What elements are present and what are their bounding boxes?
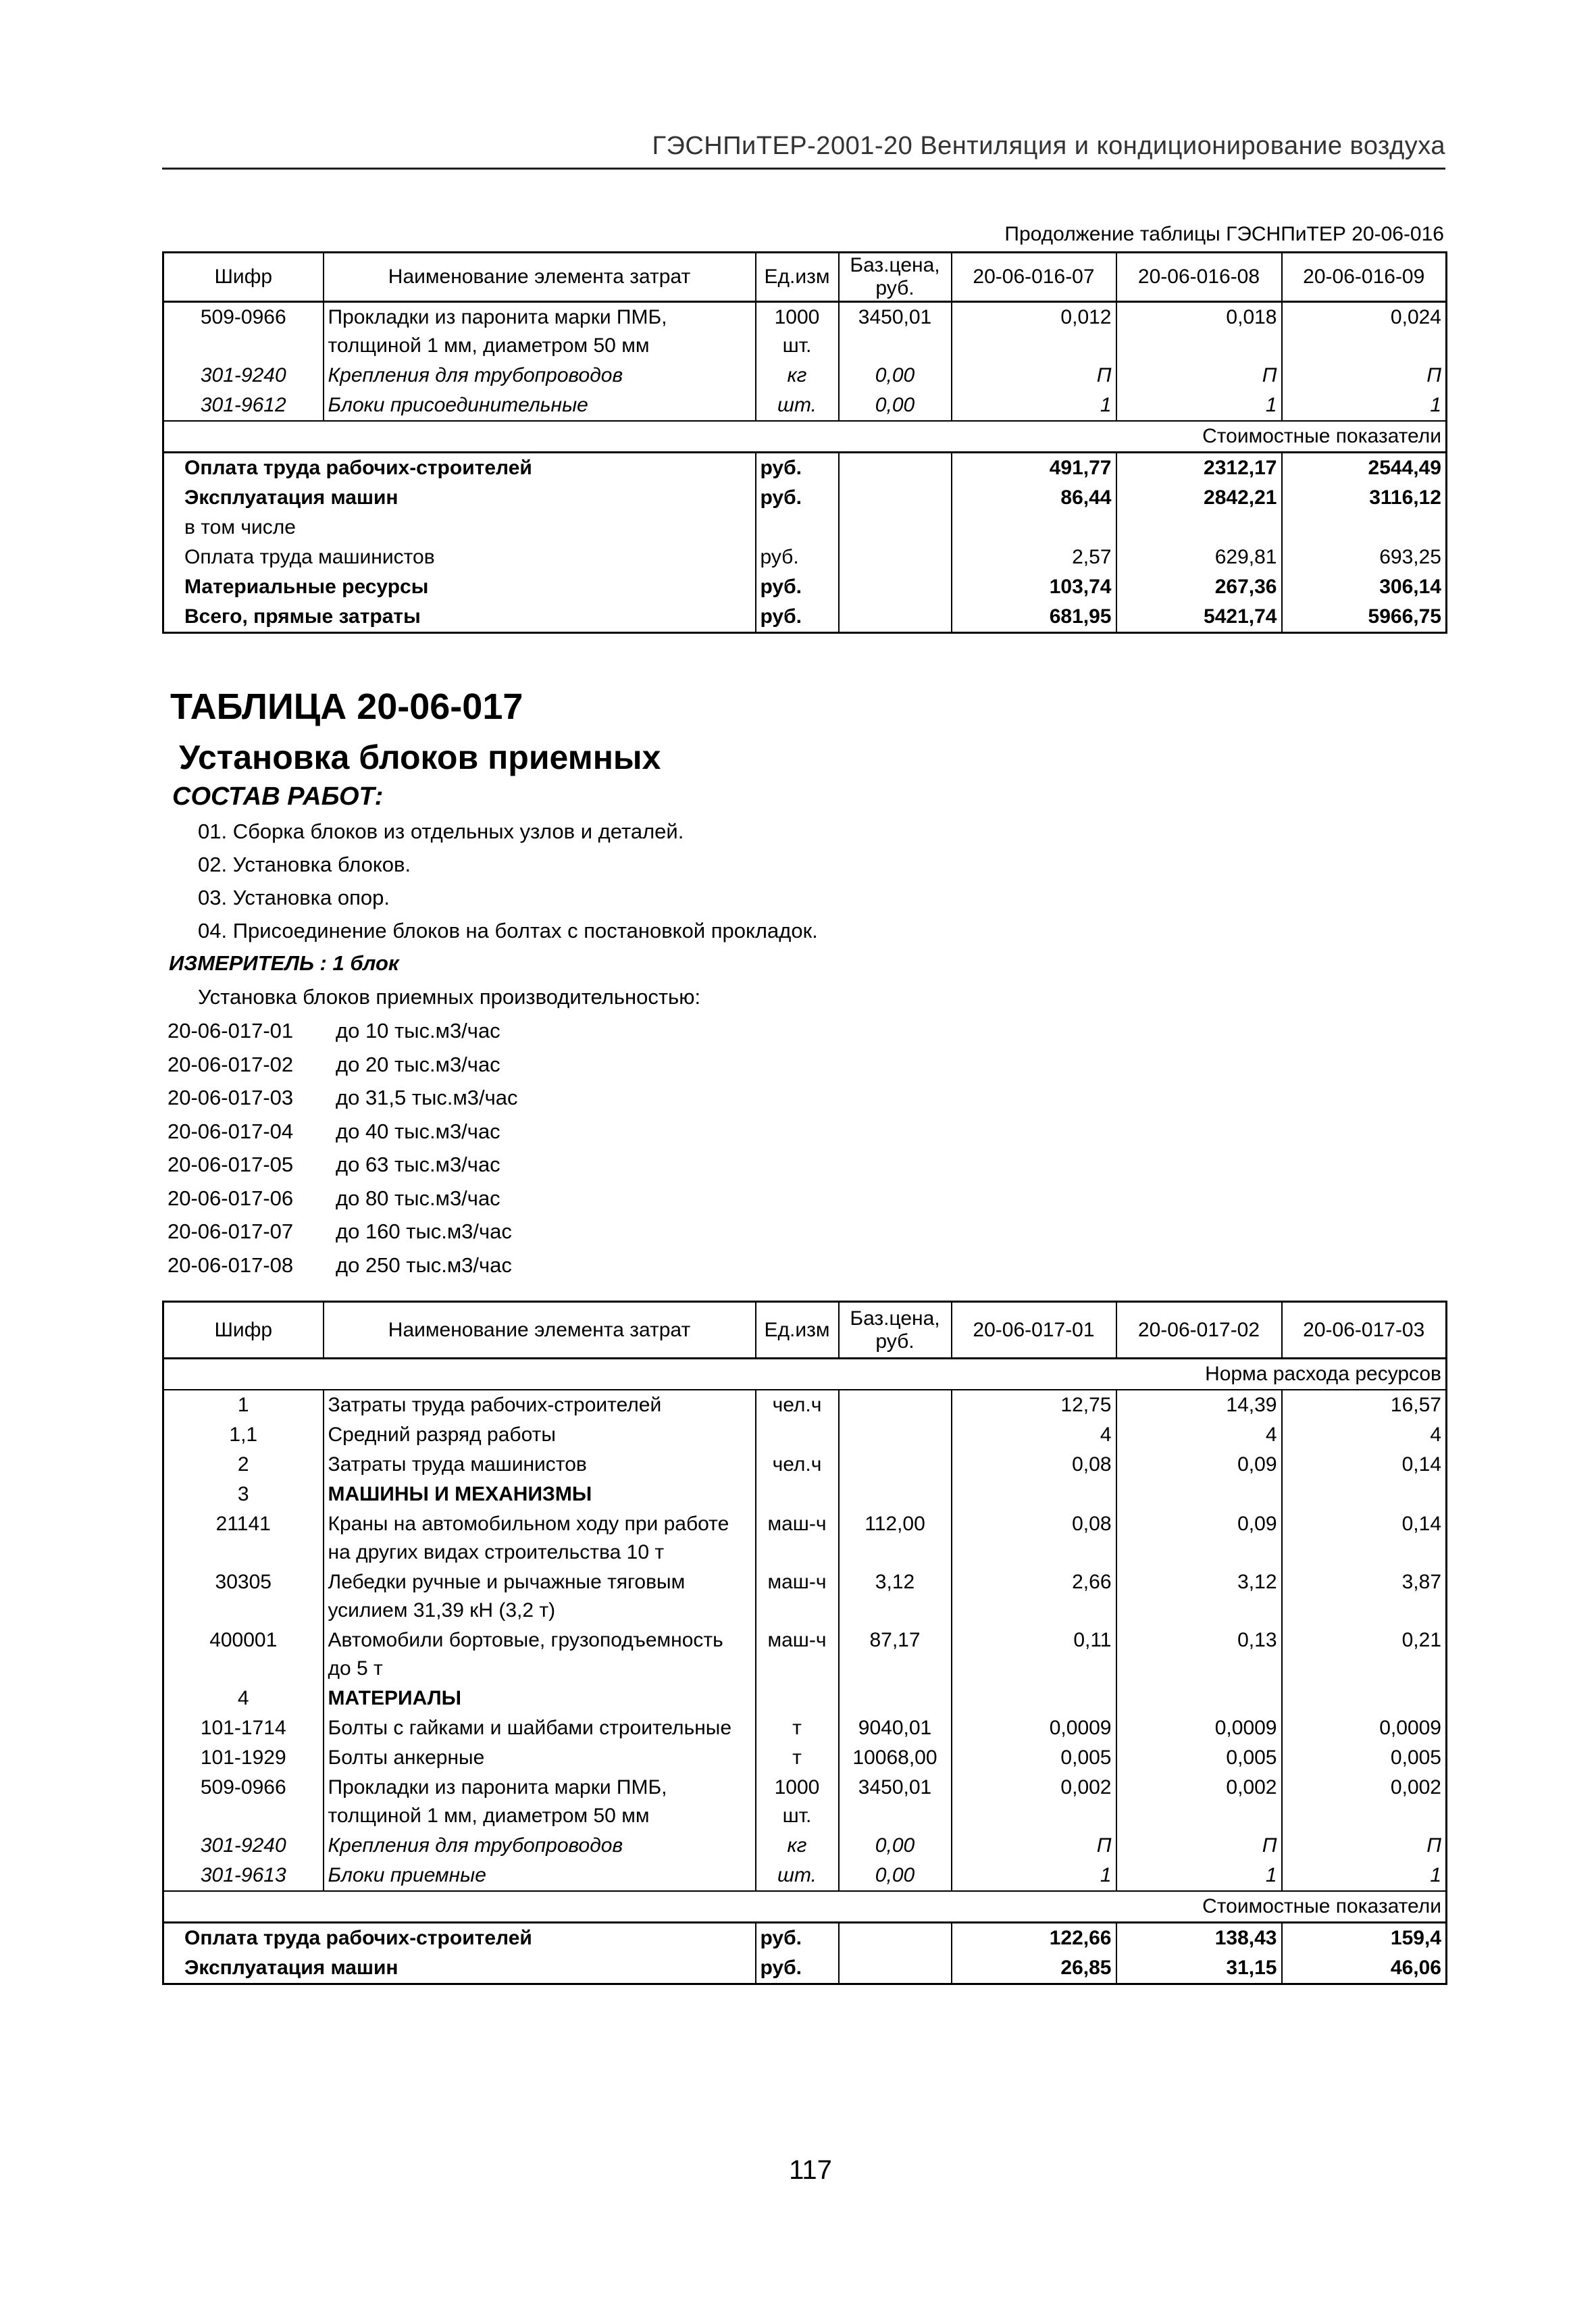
item-code: 20-06-017-01: [168, 1019, 294, 1042]
item-capacity: до 20 тыс.м3/час: [336, 1052, 500, 1076]
value-cell: 0,0009: [1116, 1713, 1282, 1743]
code-cell: 4: [163, 1684, 324, 1713]
name-cell: Автомобили бортовые, грузоподъемность до 5 т: [324, 1626, 756, 1684]
price-cell: [839, 1480, 952, 1509]
code-cell: 101-1714: [163, 1713, 324, 1743]
value-cell: П: [1282, 1831, 1447, 1861]
price-cell: [839, 1953, 952, 1984]
price-cell: [839, 483, 952, 513]
price-cell: [839, 453, 952, 484]
unit-cell: руб.: [756, 543, 839, 572]
work-item: 04. Присоединение блоков на болтах с постановкой прокладок.: [198, 919, 818, 942]
value-cell: 681,95: [952, 602, 1116, 633]
value-cell: [1282, 1684, 1447, 1713]
name-cell: МАТЕРИАЛЫ: [324, 1684, 756, 1713]
value-cell: 138,43: [1116, 1923, 1282, 1954]
unit-cell: [756, 1480, 839, 1509]
unit-cell: кг: [756, 1831, 839, 1861]
code-cell: 1,1: [163, 1420, 324, 1450]
item-code: 20-06-017-06: [168, 1186, 294, 1210]
value-cell: 306,14: [1282, 572, 1447, 602]
price-cell: 87,17: [839, 1626, 952, 1684]
value-cell: 122,66: [952, 1923, 1116, 1954]
work-composition-label: СОСТАВ РАБОТ:: [172, 782, 384, 811]
unit-cell: маш-ч: [756, 1509, 839, 1567]
table-subtitle: Установка блоков приемных: [179, 738, 661, 776]
price-cell: 112,00: [839, 1509, 952, 1567]
value-cell: [952, 1480, 1116, 1509]
value-cell: 0,002: [952, 1773, 1116, 1831]
value-cell: 0,21: [1282, 1626, 1447, 1684]
cost-caption: Стоимостные показатели: [163, 1891, 1447, 1923]
value-cell: 2,57: [952, 543, 1116, 572]
table-row: [163, 1567, 1447, 1626]
value-cell: 86,44: [952, 483, 1116, 513]
work-item: 01. Сборка блоков из отдельных узлов и деталей.: [198, 820, 684, 843]
value-cell: 31,15: [1116, 1953, 1282, 1984]
cost-name-cell: Эксплуатация машин: [163, 483, 756, 513]
table-row: [163, 1831, 1447, 1861]
price-cell: [839, 1420, 952, 1450]
value-cell: 4: [952, 1420, 1116, 1450]
value-cell: 0,08: [952, 1509, 1116, 1567]
name-cell: Блоки приемные: [324, 1861, 756, 1891]
table-row: [163, 1626, 1447, 1684]
unit-cell: т: [756, 1713, 839, 1743]
unit-cell: шт.: [756, 391, 839, 421]
price-cell: 9040,01: [839, 1713, 952, 1743]
price-cell: 0,00: [839, 1831, 952, 1861]
col-header: 20-06-017-02: [1116, 1302, 1282, 1359]
price-cell: 3,12: [839, 1567, 952, 1626]
value-cell: 0,002: [1116, 1773, 1282, 1831]
table-row: [163, 1450, 1447, 1480]
value-cell: 2,66: [952, 1567, 1116, 1626]
item-code: 20-06-017-02: [168, 1052, 294, 1076]
item-capacity: до 40 тыс.м3/час: [336, 1119, 500, 1143]
cost-row: [163, 572, 1447, 602]
name-cell: Затраты труда машинистов: [324, 1450, 756, 1480]
price-cell: [839, 1684, 952, 1713]
page-number: 117: [789, 2155, 832, 2185]
cost-row: [163, 1923, 1447, 1954]
unit-cell: руб.: [756, 602, 839, 633]
item-code: 20-06-017-07: [168, 1219, 294, 1243]
value-cell: 0,005: [1116, 1743, 1282, 1773]
col-header: Шифр: [163, 1302, 324, 1359]
unit-cell: кг: [756, 361, 839, 391]
value-cell: 26,85: [952, 1953, 1116, 1984]
value-cell: 0,024: [1282, 302, 1447, 361]
name-cell: Лебедки ручные и рычажные тяговым усилием 31,39 кН (3,2 т): [324, 1567, 756, 1626]
unit-cell: 1000 шт.: [756, 1773, 839, 1831]
table-20-06-017: [162, 1301, 1447, 1985]
value-cell: 0,13: [1116, 1626, 1282, 1684]
item-code: 20-06-017-03: [168, 1086, 294, 1109]
table-row: [163, 1713, 1447, 1743]
name-cell: Прокладки из паронита марки ПМБ, толщиной 1 мм, диаметром 50 мм: [324, 302, 756, 361]
value-cell: 491,77: [952, 453, 1116, 484]
item-capacity: до 250 тыс.м3/час: [336, 1253, 512, 1277]
cost-name-cell: Эксплуатация машин: [163, 1953, 756, 1984]
col-header: 20-06-017-03: [1282, 1302, 1447, 1359]
continuation-caption: Продолжение таблицы ГЭСНПиТЕР 20-06-016: [1004, 223, 1444, 245]
value-cell: 0,0009: [952, 1713, 1116, 1743]
col-header: Наименование элемента затрат: [324, 253, 756, 302]
cost-row: [163, 543, 1447, 572]
value-cell: 5966,75: [1282, 602, 1447, 633]
value-cell: 0,09: [1116, 1509, 1282, 1567]
name-cell: Крепления для трубопроводов: [324, 361, 756, 391]
name-cell: Крепления для трубопроводов: [324, 1831, 756, 1861]
code-cell: 30305: [163, 1567, 324, 1626]
code-cell: 301-9240: [163, 361, 324, 391]
table-title: ТАБЛИЦА 20-06-017: [170, 686, 523, 727]
work-item: 02. Установка блоков.: [198, 853, 411, 876]
value-cell: 3116,12: [1282, 483, 1447, 513]
cost-row: [163, 453, 1447, 484]
price-cell: [839, 1450, 952, 1480]
table-20-06-016-continued: [162, 251, 1447, 634]
value-cell: 103,74: [952, 572, 1116, 602]
cost-row: [163, 513, 1447, 543]
name-cell: Затраты труда рабочих-строителей: [324, 1390, 756, 1420]
value-cell: [952, 1684, 1116, 1713]
code-cell: 1: [163, 1390, 324, 1420]
cost-row: [163, 483, 1447, 513]
header-rule: [162, 168, 1445, 170]
price-cell: 0,00: [839, 391, 952, 421]
norm-caption: Норма расхода ресурсов: [163, 1359, 1447, 1390]
value-cell: 3,87: [1282, 1567, 1447, 1626]
value-cell: 0,012: [952, 302, 1116, 361]
name-cell: Краны на автомобильном ходу при работе на других видах строительства 10 т: [324, 1509, 756, 1567]
col-header: Баз.цена, руб.: [839, 253, 952, 302]
unit-cell: 1000 шт.: [756, 302, 839, 361]
item-code: 20-06-017-05: [168, 1153, 294, 1176]
value-cell: 1: [1282, 391, 1447, 421]
table-row: [163, 1390, 1447, 1420]
unit-cell: [756, 1420, 839, 1450]
cost-name-cell: Материальные ресурсы: [163, 572, 756, 602]
item-code: 20-06-017-08: [168, 1253, 294, 1277]
name-cell: Болты с гайками и шайбами строительные: [324, 1713, 756, 1743]
table-row: [163, 1509, 1447, 1567]
col-header: 20-06-016-08: [1116, 253, 1282, 302]
price-cell: 3450,01: [839, 1773, 952, 1831]
value-cell: 0,005: [1282, 1743, 1447, 1773]
unit-cell: [756, 1684, 839, 1713]
name-cell: МАШИНЫ И МЕХАНИЗМЫ: [324, 1480, 756, 1509]
norm-caption-row: [163, 1359, 1447, 1390]
cost-name-cell: Оплата труда рабочих-строителей: [163, 1923, 756, 1954]
price-cell: [839, 1390, 952, 1420]
value-cell: П: [1116, 1831, 1282, 1861]
price-cell: [839, 513, 952, 543]
productivity-intro: Установка блоков приемных производительностью:: [198, 985, 701, 1009]
col-header: Ед.изм: [756, 253, 839, 302]
value-cell: 12,75: [952, 1390, 1116, 1420]
value-cell: [1282, 1480, 1447, 1509]
col-header: 20-06-016-09: [1282, 253, 1447, 302]
work-item: 03. Установка опор.: [198, 886, 390, 909]
name-cell: Средний разряд работы: [324, 1420, 756, 1450]
price-cell: 0,00: [839, 361, 952, 391]
code-cell: 101-1929: [163, 1743, 324, 1773]
value-cell: 2312,17: [1116, 453, 1282, 484]
value-cell: 0,005: [952, 1743, 1116, 1773]
value-cell: 0,08: [952, 1450, 1116, 1480]
value-cell: 1: [1282, 1861, 1447, 1891]
table-row: [163, 391, 1447, 421]
value-cell: 3,12: [1116, 1567, 1282, 1626]
value-cell: 159,4: [1282, 1923, 1447, 1954]
code-cell: 509-0966: [163, 1773, 324, 1831]
value-cell: 0,09: [1116, 1450, 1282, 1480]
unit-cell: т: [756, 1743, 839, 1773]
value-cell: 4: [1282, 1420, 1447, 1450]
value-cell: 629,81: [1116, 543, 1282, 572]
code-cell: 301-9240: [163, 1831, 324, 1861]
unit-cell: руб.: [756, 453, 839, 484]
value-cell: [1116, 1684, 1282, 1713]
value-cell: 46,06: [1282, 1953, 1447, 1984]
value-cell: [1282, 513, 1447, 543]
value-cell: 0,0009: [1282, 1713, 1447, 1743]
value-cell: 4: [1116, 1420, 1282, 1450]
value-cell: 1: [1116, 1861, 1282, 1891]
value-cell: 267,36: [1116, 572, 1282, 602]
item-capacity: до 63 тыс.м3/час: [336, 1153, 500, 1176]
unit-cell: руб.: [756, 572, 839, 602]
table-row: [163, 1480, 1447, 1509]
cost-row: [163, 1953, 1447, 1984]
running-header: ГЭСНПиТЕР-2001-20 Вентиляция и кондиционирование воздуха: [652, 132, 1445, 160]
value-cell: 0,14: [1282, 1509, 1447, 1567]
value-cell: 0,11: [952, 1626, 1116, 1684]
unit-cell: шт.: [756, 1861, 839, 1891]
value-cell: 0,002: [1282, 1773, 1447, 1831]
value-cell: 16,57: [1282, 1390, 1447, 1420]
cost-name-cell: Всего, прямые затраты: [163, 602, 756, 633]
code-cell: 301-9613: [163, 1861, 324, 1891]
value-cell: 693,25: [1282, 543, 1447, 572]
table-row: [163, 1743, 1447, 1773]
name-cell: Блоки присоединительные: [324, 391, 756, 421]
name-cell: Болты анкерные: [324, 1743, 756, 1773]
code-cell: 3: [163, 1480, 324, 1509]
item-capacity: до 10 тыс.м3/час: [336, 1019, 500, 1042]
unit-cell: руб.: [756, 1953, 839, 1984]
unit-cell: руб.: [756, 483, 839, 513]
cost-name-cell: в том числе: [163, 513, 756, 543]
value-cell: 2544,49: [1282, 453, 1447, 484]
value-cell: 5421,74: [1116, 602, 1282, 633]
code-cell: 2: [163, 1450, 324, 1480]
price-cell: [839, 1923, 952, 1954]
unit-cell: руб.: [756, 1923, 839, 1954]
value-cell: 2842,21: [1116, 483, 1282, 513]
value-cell: 14,39: [1116, 1390, 1282, 1420]
measure-unit: ИЗМЕРИТЕЛЬ : 1 блок: [169, 951, 399, 975]
item-capacity: до 31,5 тыс.м3/час: [336, 1086, 518, 1109]
price-cell: [839, 572, 952, 602]
unit-cell: маш-ч: [756, 1567, 839, 1626]
code-cell: 509-0966: [163, 302, 324, 361]
code-cell: 301-9612: [163, 391, 324, 421]
item-capacity: до 80 тыс.м3/час: [336, 1186, 500, 1210]
table-row: [163, 1684, 1447, 1713]
price-cell: 3450,01: [839, 302, 952, 361]
cost-caption: Стоимостные показатели: [163, 421, 1447, 453]
table-row: [163, 1773, 1447, 1831]
item-capacity: до 160 тыс.м3/час: [336, 1219, 512, 1243]
table-row: [163, 1861, 1447, 1891]
col-header: Ед.изм: [756, 1302, 839, 1359]
cost-caption-row: [163, 421, 1447, 453]
value-cell: 1: [1116, 391, 1282, 421]
value-cell: 1: [952, 1861, 1116, 1891]
code-cell: 400001: [163, 1626, 324, 1684]
value-cell: [1116, 513, 1282, 543]
item-code: 20-06-017-04: [168, 1119, 294, 1143]
unit-cell: [756, 513, 839, 543]
table-row: [163, 302, 1447, 361]
value-cell: П: [1282, 361, 1447, 391]
price-cell: 10068,00: [839, 1743, 952, 1773]
value-cell: 0,018: [1116, 302, 1282, 361]
value-cell: 0,14: [1282, 1450, 1447, 1480]
cost-row: [163, 602, 1447, 633]
col-header: Наименование элемента затрат: [324, 1302, 756, 1359]
cost-caption-row: [163, 1891, 1447, 1923]
name-cell: Прокладки из паронита марки ПМБ, толщиной 1 мм, диаметром 50 мм: [324, 1773, 756, 1831]
cost-name-cell: Оплата труда машинистов: [163, 543, 756, 572]
value-cell: 1: [952, 391, 1116, 421]
price-cell: [839, 602, 952, 633]
col-header: 20-06-017-01: [952, 1302, 1116, 1359]
cost-name-cell: Оплата труда рабочих-строителей: [163, 453, 756, 484]
price-cell: [839, 543, 952, 572]
unit-cell: чел.ч: [756, 1450, 839, 1480]
value-cell: [952, 513, 1116, 543]
col-header: 20-06-016-07: [952, 253, 1116, 302]
value-cell: П: [952, 1831, 1116, 1861]
price-cell: 0,00: [839, 1861, 952, 1891]
table-row: [163, 1420, 1447, 1450]
unit-cell: чел.ч: [756, 1390, 839, 1420]
value-cell: П: [1116, 361, 1282, 391]
table-row: [163, 361, 1447, 391]
code-cell: 21141: [163, 1509, 324, 1567]
value-cell: П: [952, 361, 1116, 391]
col-header: Баз.цена, руб.: [839, 1302, 952, 1359]
col-header: Шифр: [163, 253, 324, 302]
unit-cell: маш-ч: [756, 1626, 839, 1684]
value-cell: [1116, 1480, 1282, 1509]
